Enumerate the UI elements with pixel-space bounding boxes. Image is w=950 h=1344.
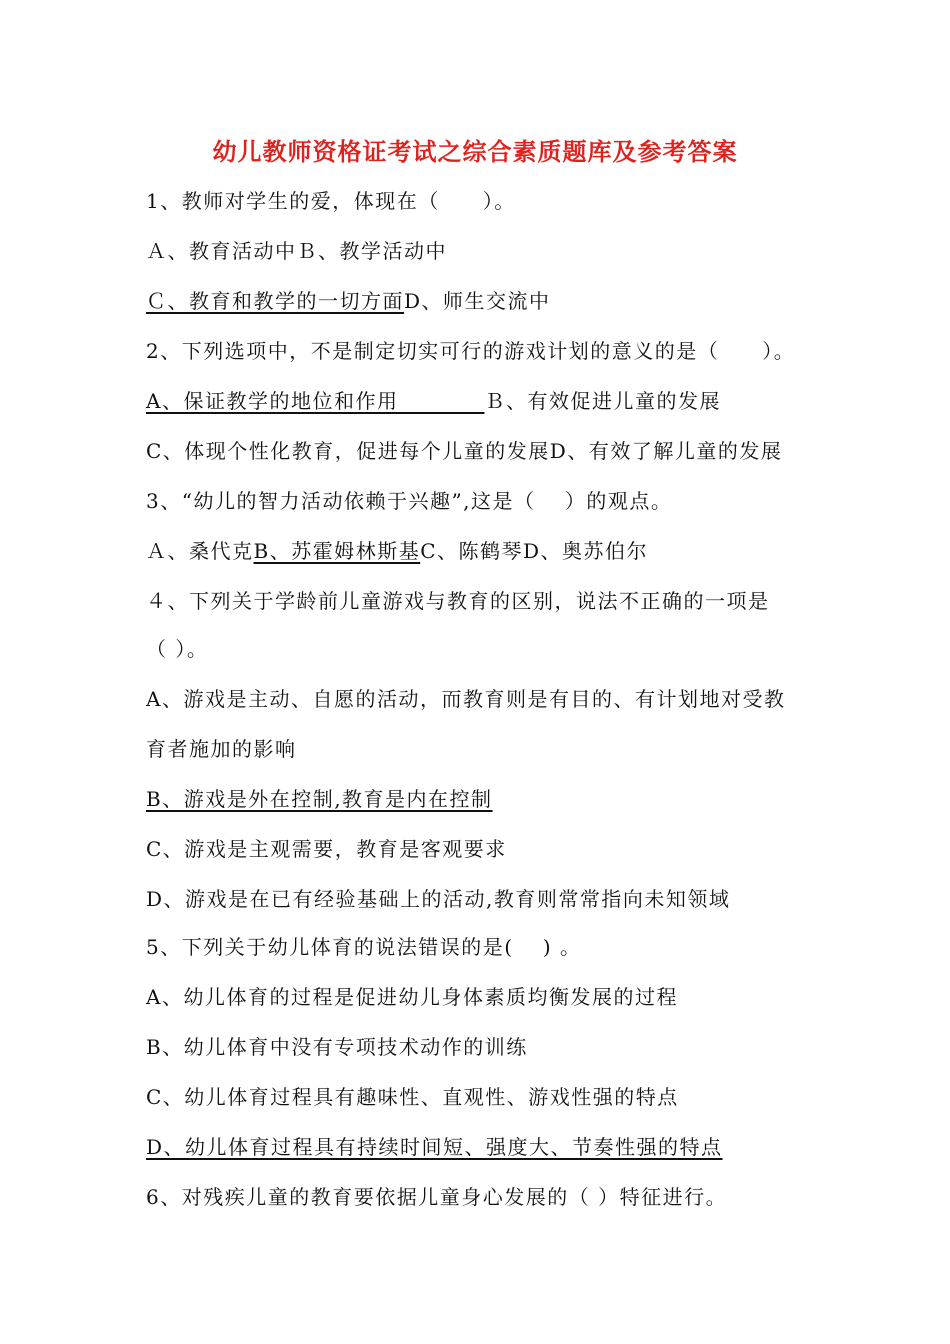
question-4-option-c: C、游戏是主观需要，教育是客观要求 [146, 837, 507, 861]
question-6-stem: 6、对残疾儿童的教育要依据儿童身心发展的（ ）特征进行。 [146, 1185, 728, 1209]
document-title: 幼儿教师资格证考试之综合素质题库及参考答案 [212, 137, 738, 166]
question-4-option-a: A、游戏是主动、自愿的活动，而教育则是有目的、有计划地对受教 [146, 687, 786, 711]
question-4-stem-continued: （ ）。 [146, 637, 209, 661]
question-3-option-a: Ａ、桑代克 [146, 539, 254, 563]
question-4-stem: ４、下列关于学龄前儿童游戏与教育的区别，说法不正确的一项是 [146, 589, 770, 613]
question-2-options-cd: C、体现个性化教育，促进每个儿童的发展D、有效了解儿童的发展 [146, 439, 783, 463]
question-1-answer-option: Ｃ、教育和教学的一切方面 [146, 289, 404, 313]
question-5-option-b: B、幼儿体育中没有专项技术动作的训练 [146, 1035, 528, 1059]
question-1-stem: 1、教师对学生的爱，体现在（ ）。 [146, 189, 516, 213]
question-5-answer-option: D、幼儿体育过程具有持续时间短、强度大、节奏性强的特点 [146, 1135, 723, 1159]
question-5-stem: 5、下列关于幼儿体育的说法错误的是( ) 。 [146, 935, 582, 959]
question-3-stem: 3、“幼儿的智力活动依赖于兴趣”,这是（ ）的观点。 [146, 489, 673, 513]
question-4-option-d: D、游戏是在已有经验基础上的活动,教育则常常指向未知领域 [146, 887, 731, 911]
question-3-options [146, 536, 648, 566]
question-5-option-c: C、幼儿体育过程具有趣味性、直观性、游戏性强的特点 [146, 1085, 679, 1109]
question-3-options-cd: C、陈鹤琴D、奥苏伯尔 [420, 539, 649, 563]
question-2-options-ab [146, 386, 721, 416]
question-2-stem: 2、下列选项中，不是制定切实可行的游戏计划的意义的是（ ）。 [146, 339, 796, 363]
question-2-option-b: Ｂ、有效促进儿童的发展 [484, 389, 721, 413]
question-1-options-cd [146, 286, 551, 316]
question-1-options-ab: Ａ、教育活动中Ｂ、教学活动中 [146, 239, 447, 263]
question-1-option-d: D、师生交流中 [404, 289, 551, 313]
question-3-answer-option: B、苏霍姆林斯基 [253, 539, 421, 563]
question-2-answer-option: A、保证教学的地位和作用 [146, 389, 485, 413]
question-4-answer-option: B、游戏是外在控制,教育是内在控制 [146, 787, 493, 811]
question-5-option-a: A、幼儿体育的过程是促进幼儿身体素质均衡发展的过程 [146, 985, 678, 1009]
question-4-option-a-continued: 育者施加的影响 [146, 737, 297, 761]
